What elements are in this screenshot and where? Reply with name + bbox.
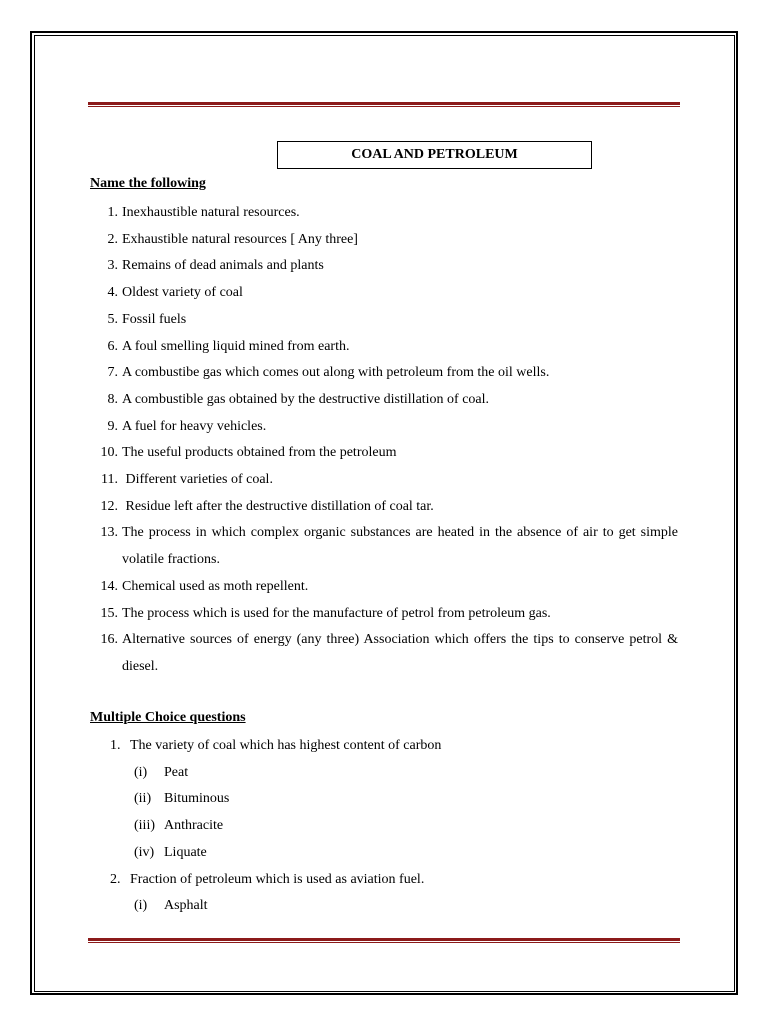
list-item-number: 6. [107,338,118,354]
list-item-number: 5. [107,311,118,327]
document-title [277,141,592,169]
mcq-option [134,840,670,867]
mcq-list [110,733,670,920]
list-item [90,574,678,601]
mcq-options [134,893,670,920]
list-item [90,494,678,521]
list-item [90,280,678,307]
list-item-text: The useful products obtained from the petroleum [122,445,397,461]
list-item [90,360,678,387]
mcq-question-text: Fraction of petroleum which is used as aviation fuel. [130,871,425,887]
list-item-number: 15. [100,605,118,621]
mcq-question [110,733,670,760]
mcq-option [134,893,670,920]
mcq-option [134,786,670,813]
footer-rule [88,938,680,944]
list-item-text: Fossil fuels [122,311,187,327]
list-item [90,307,678,334]
list-item-number: 16. [100,632,118,648]
list-item [90,520,682,573]
list-item-text: Chemical used as moth repellent. [122,578,309,594]
list-item-text: Remains of dead animals and plants [122,258,324,274]
list-item-number: 14. [100,578,118,594]
list-item-text: Alternative sources of energy (any three) Association which offers the tips to conserve petrol & diesel. [122,632,682,674]
mcq-option [134,760,670,787]
list-item-text: Exhaustible natural resources [ Any three] [122,231,358,247]
list-item [90,200,678,227]
list-item-number: 3. [107,258,118,274]
list-item-number: 7. [107,365,118,381]
list-item-number: 2. [107,231,118,247]
list-item [90,440,678,467]
list-item [90,627,682,680]
list-item [90,334,678,361]
list-item-text: Inexhaustible natural resources. [122,205,300,220]
mcq-option-numeral: (ii) [134,791,152,807]
list-item-text: Different varieties of coal. [122,472,273,488]
list-item-text: A fuel for heavy vehicles. [122,418,267,434]
list-item [90,253,678,280]
mcq-option [134,813,670,840]
mcq-option-numeral: (i) [134,898,148,914]
list-item-text: The process in which complex organic substances are heated in the absence of air to get simple volatile fractions. [122,525,682,568]
mcq-option-numeral: (i) [134,764,148,780]
mcq-question [110,867,670,894]
mcq-options [134,760,670,867]
list-item-number: 4. [107,285,118,301]
name-the-following-list [90,200,682,681]
list-item-text: Residue left after the destructive distillation of coal tar. [122,498,434,514]
mcq-question-number: 1. [110,738,121,753]
list-item-number: 12. [100,498,118,514]
list-item [90,227,678,254]
list-item-number: 13. [100,525,118,541]
section-heading-name-the-following: Name the following [90,176,206,191]
list-item-number: 10. [100,445,118,461]
mcq-option-text: Peat [164,764,189,780]
header-rule [88,102,680,108]
mcq-option-text: Liquate [164,844,207,860]
mcq-question-number: 2. [110,871,121,887]
list-item-text: Oldest variety of coal [122,285,243,301]
mcq-option-numeral: (iv) [134,844,155,860]
list-item-text: A combustible gas obtained by the destructive distillation of coal. [122,391,490,407]
mcq-option-text: Anthracite [164,818,224,834]
mcq-question-text: The variety of coal which has highest content of carbon [130,738,442,753]
mcq-option-numeral: (iii) [134,818,155,834]
list-item-text: A foul smelling liquid mined from earth. [122,338,350,354]
mcq-option-text: Asphalt [164,898,208,914]
list-item [90,387,678,414]
list-item-text: The process which is used for the manufacture of petrol from petroleum gas. [122,605,551,621]
list-item-number: 8. [107,391,118,407]
list-item-text: A combustibe gas which comes out along with petroleum from the oil wells. [122,365,550,381]
list-item [90,601,678,628]
list-item-number: 1. [107,205,118,220]
document-title-text: COAL AND PETROLEUM [351,147,518,162]
mcq-option-text: Bituminous [164,791,230,807]
list-item-number: 9. [107,418,118,434]
section-heading-mcq: Multiple Choice questions [90,710,246,725]
list-item-number: 11. [101,472,118,488]
list-item [90,414,678,441]
list-item [90,467,678,494]
